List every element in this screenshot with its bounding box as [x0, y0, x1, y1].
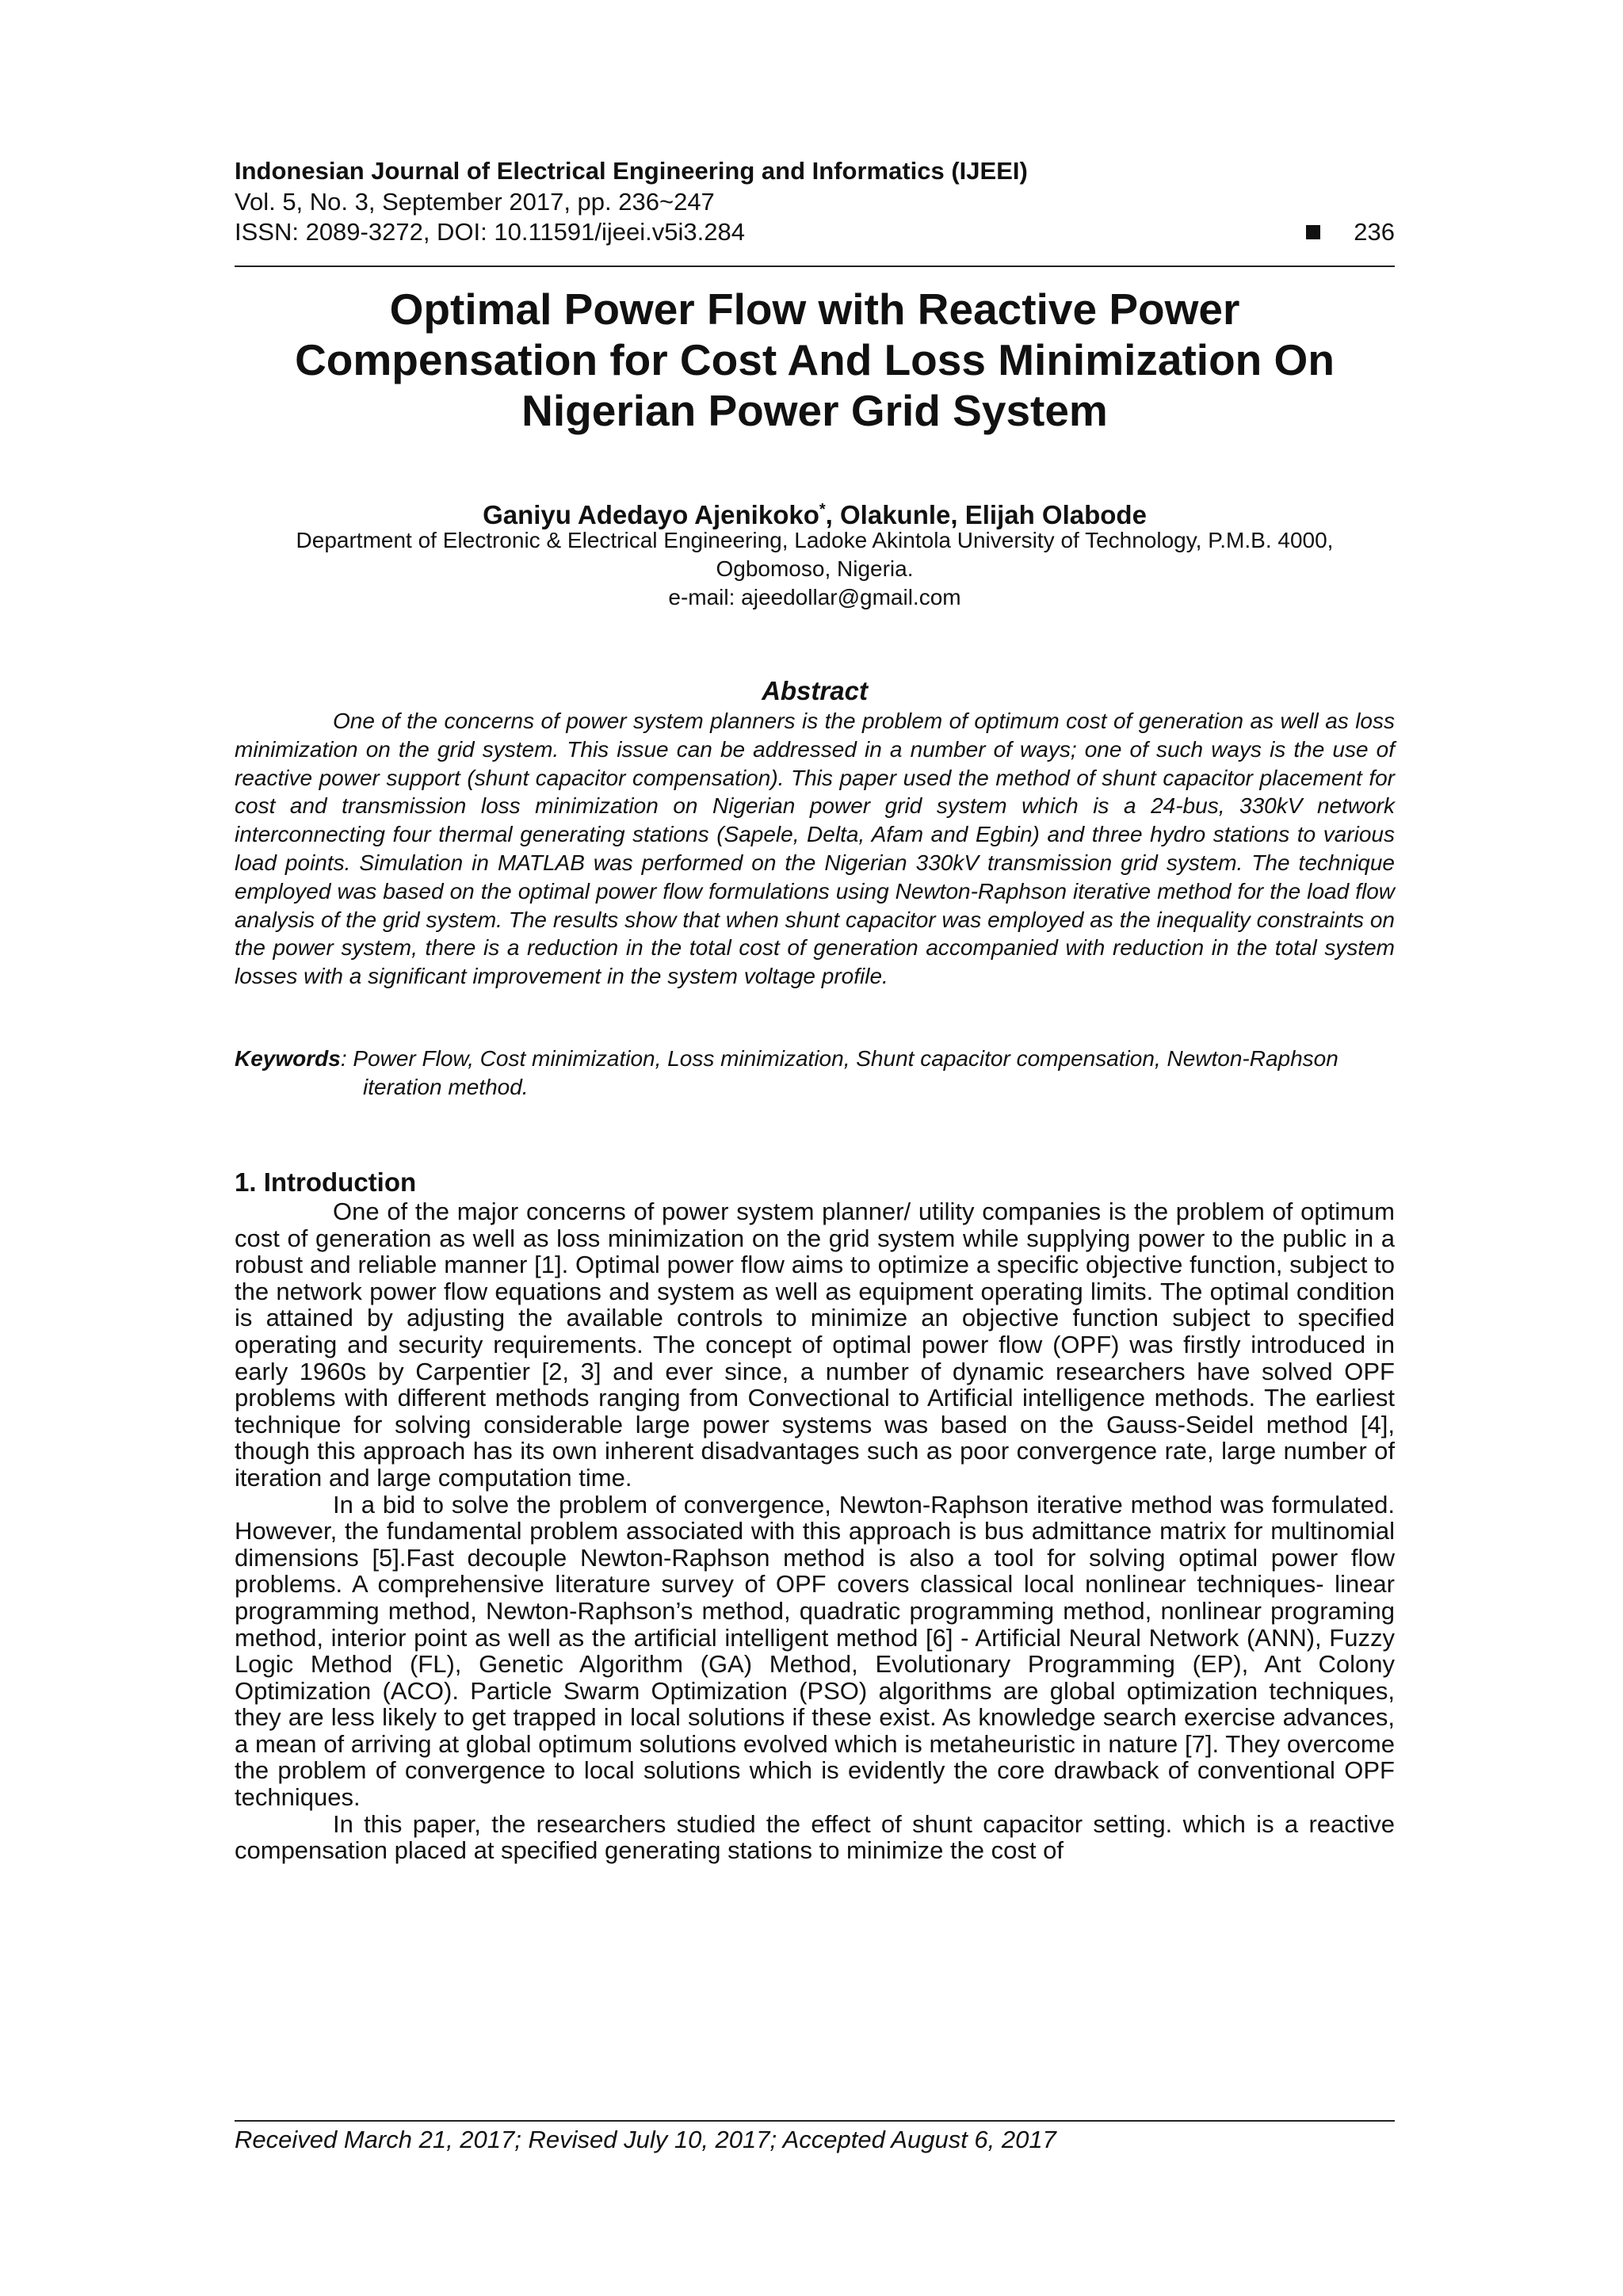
affiliation-line: Department of Electronic & Electrical Engineering, Ladoke Akintola University of Technology, P.M.B. 4000,	[296, 528, 1334, 552]
affiliation	[235, 526, 1395, 612]
title-line: Nigerian Power Grid System	[521, 386, 1108, 435]
abstract-heading: Abstract	[762, 676, 868, 705]
paper-title	[235, 284, 1395, 436]
paragraph: In a bid to solve the problem of convergence, Newton-Raphson iterative method was formulated. However, the fundamental problem associated with this approach is bus admittance matrix for multinomial dimensions [5].Fast decouple Newton-Raphson method is also a tool for solving optimal power flow problems. A comprehensive literature survey of OPF covers classical local nonlinear techniques- linear programming method, Newton-Raphson’s method, quadratic programming method, nonlinear programing method, interior point as well as the artificial intelligent method [6] - Artificial Neural Network (ANN), Fuzzy Logic Method (FL), Genetic Algorithm (GA) Method, Evolutionary Programming (EP), Ant Colony Optimization (ACO). Particle Swarm Optimization (PSO) algorithms are global optimization techniques, they are less likely to get trapped in local solutions if these exist. As knowledge search exercise advances, a mean of arriving at global optimum solutions evolved which is metaheuristic in nature [7]. They overcome the problem of convergence to local solutions which is evidently the core drawback of conventional OPF techniques.	[235, 1490, 1395, 1812]
title-line: Optimal Power Flow with Reactive Power	[389, 285, 1240, 334]
volume-line: Vol. 5, No. 3, September 2017, pp. 236~247	[235, 188, 715, 216]
section-heading-introduction: 1. Introduction	[235, 1167, 417, 1197]
issn-line: ISSN: 2089-3272, DOI: 10.11591/ijeei.v5i3.284	[235, 218, 745, 246]
header-rule	[235, 266, 1395, 267]
received-dates: Received March 21, 2017; Revised July 10, 2017; Accepted August 6, 2017	[235, 2126, 1056, 2153]
footer-rule	[235, 2120, 1395, 2122]
journal-header	[235, 155, 1395, 247]
page-marker	[1306, 218, 1395, 246]
corresponding-mark: *	[819, 501, 826, 518]
author-rest: , Olakunle, Elijah Olabode	[825, 500, 1147, 529]
journal-name: Indonesian Journal of Electrical Engineering and Informatics (IJEEI)	[235, 157, 1028, 185]
keywords-text: : Power Flow, Cost minimization, Loss minimization, Shunt capacitor compensation, Newton-Raphson iteration method.	[340, 1046, 1338, 1099]
keywords-label: Keywords	[235, 1046, 341, 1071]
abstract-body: One of the concerns of power system planners is the problem of optimum cost of generation as well as loss minimization on the grid system. This issue can be addressed in a number of ways; one of such ways is the use of reactive power support (shunt capacitor compensation). This paper used the method of shunt capacitor placement for cost and transmission loss minimization on Nigerian power grid system which is a 24-bus, 330kV network interconnecting four thermal generating stations (Sapele, Delta, Afam and Egbin) and three hydro stations to various load points. Simulation in MATLAB was performed on the Nigerian 330kV transmission grid system. The technique employed was based on the optimal power flow formulations using Newton-Raphson iterative method for the load flow analysis of the grid system. The results show that when shunt capacitor was employed as the inequality constraints on the power system, there is a reduction in the total cost of generation accompanied with reduction in the total system losses with a significant improvement in the system voltage profile.	[235, 709, 1395, 989]
author-main: Ganiyu Adedayo Ajenikoko	[483, 500, 819, 529]
keywords	[235, 1045, 1395, 1102]
square-bullet-icon	[1306, 225, 1320, 239]
email: e-mail: ajeedollar@gmail.com	[668, 585, 961, 609]
introduction-body	[235, 1198, 1395, 1864]
issn-row	[235, 217, 1395, 247]
paragraph: In this paper, the researchers studied the effect of shunt capacitor setting. which is a reactive compensation placed at specified generating stations to minimize the cost of	[235, 1809, 1395, 1865]
paragraph: One of the major concerns of power system planner/ utility companies is the problem of optimum cost of generation as well as loss minimization on the grid system while supplying power to the public in a robust and reliable manner [1]. Optimal power flow aims to optimize a specific objective function, subject to the network power flow equations and system as well as equipment operating limits. The optimal condition is attained by adjusting the available controls to minimize an objective function subject to specified operating and security requirements. The concept of optimal power flow (OPF) was firstly introduced in early 1960s by Carpentier [2, 3] and ever since, a number of dynamic researchers have solved OPF problems with different methods ranging from Convectional to Artificial intelligence methods. The earliest technique for solving considerable large power systems was based on the Gauss-Seidel method [4], though this approach has its own inherent disadvantages such as poor convergence rate, large number of iteration and large computation time.	[235, 1198, 1395, 1492]
page-number: 236	[1354, 218, 1395, 246]
title-line: Compensation for Cost And Loss Minimization On	[295, 335, 1335, 384]
affiliation-line: Ogbomoso, Nigeria.	[716, 556, 914, 581]
